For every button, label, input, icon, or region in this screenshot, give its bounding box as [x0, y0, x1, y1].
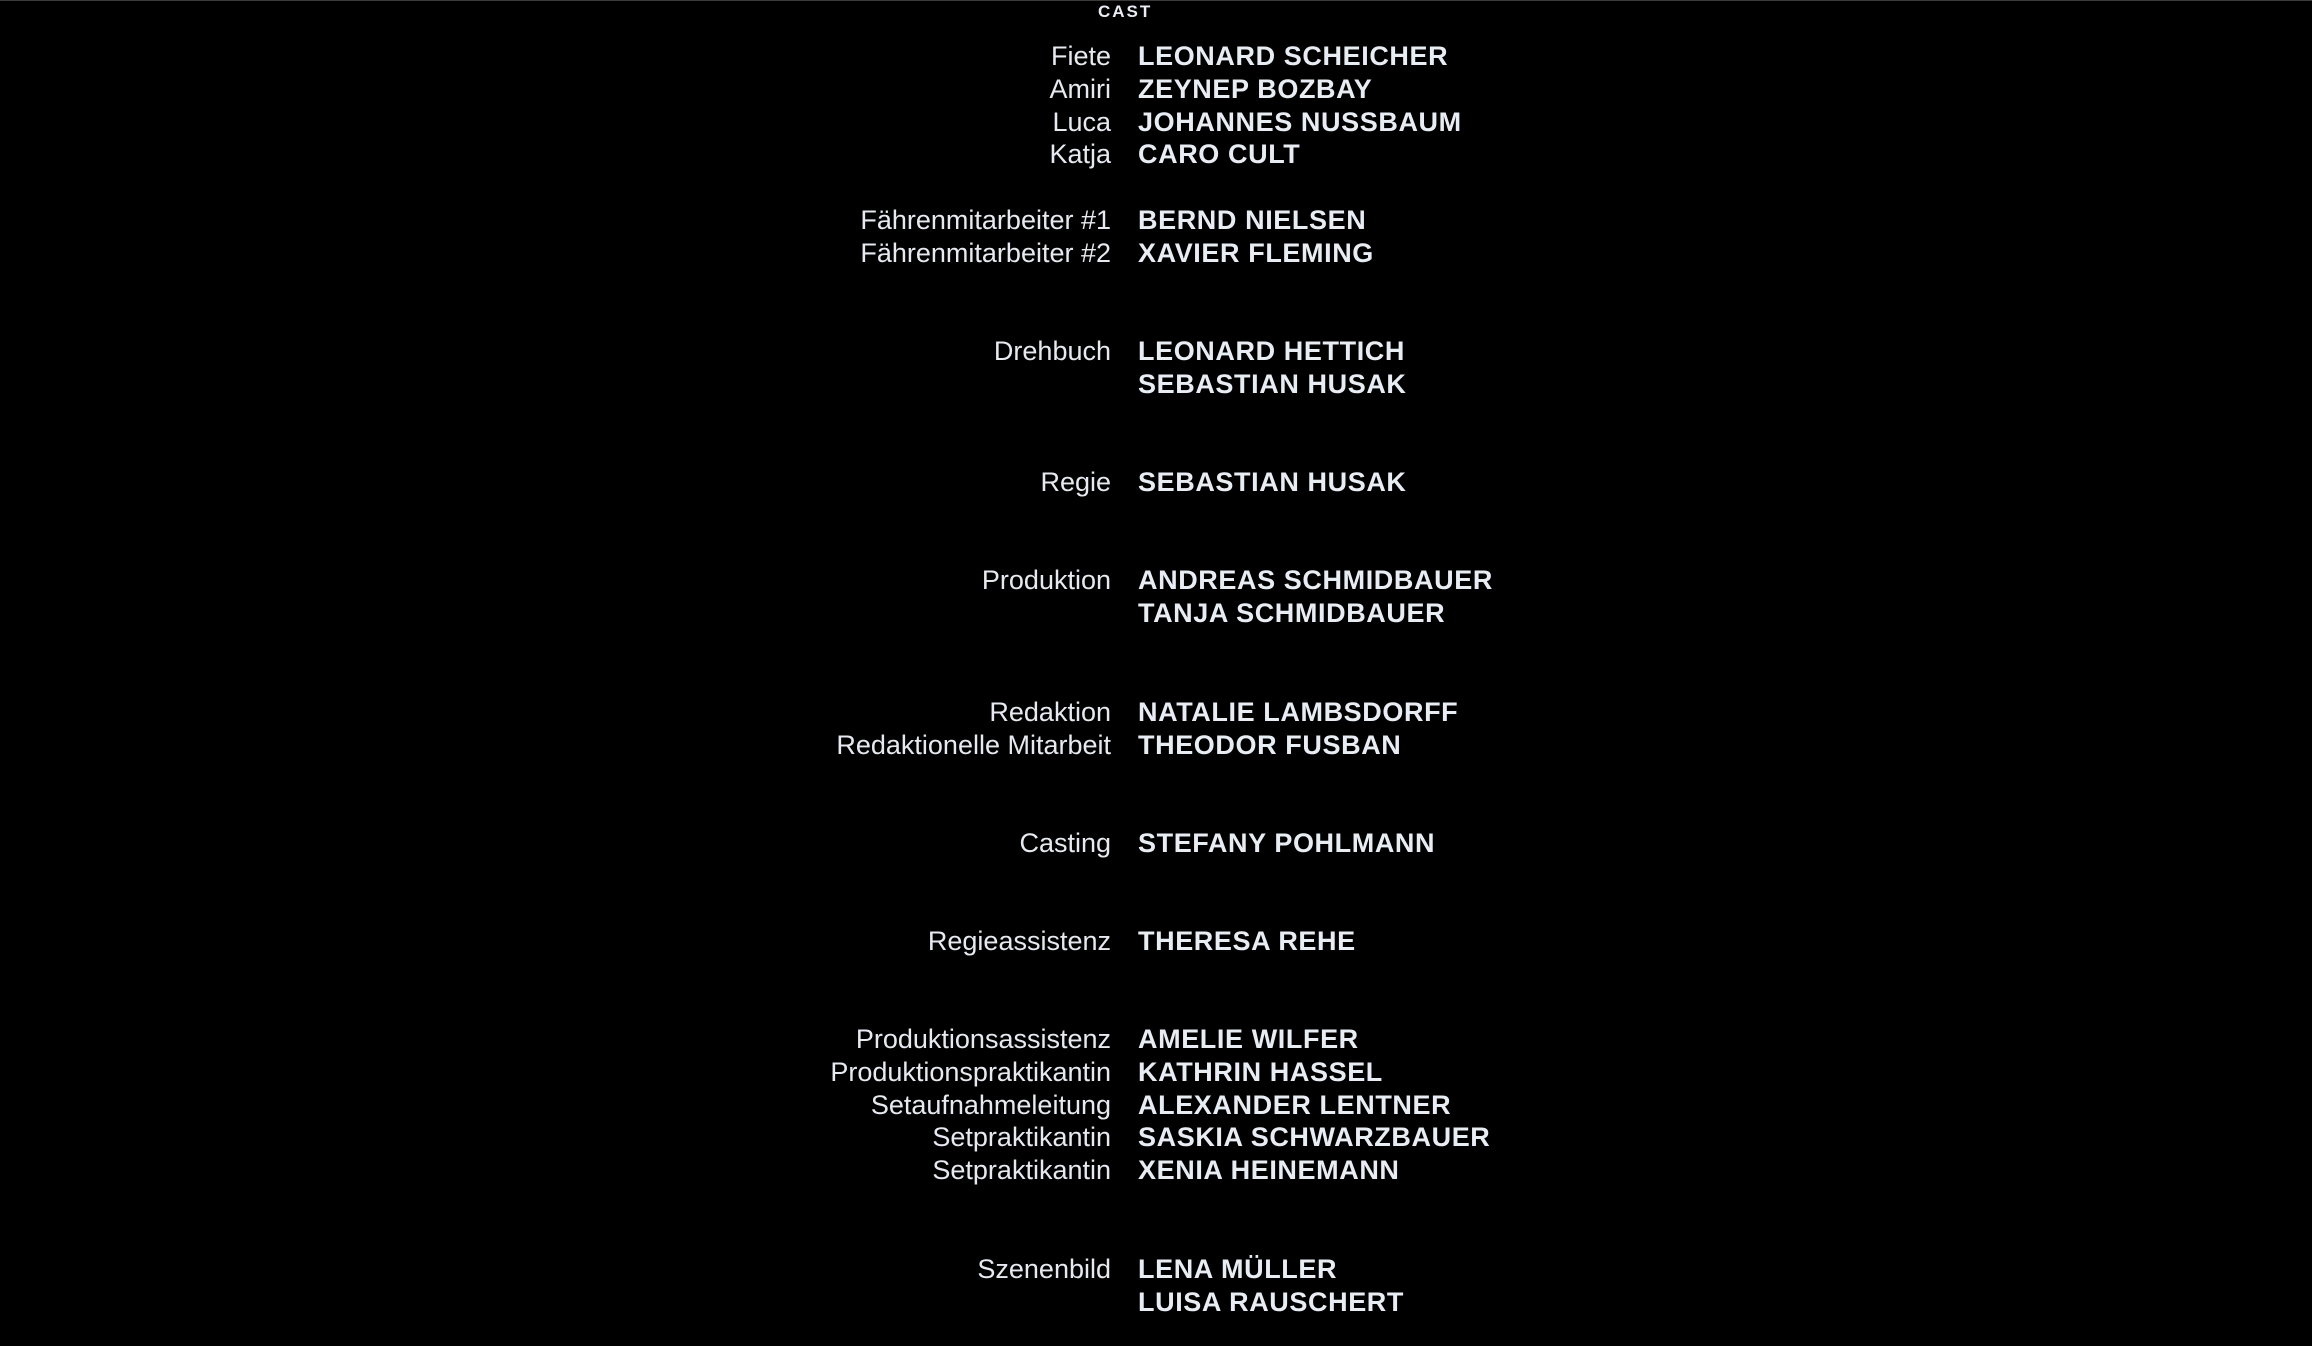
- credit-name: XAVIER FLEMING: [1138, 238, 1374, 268]
- credit-row: [0, 368, 2312, 401]
- credit-row: [0, 335, 2312, 368]
- credit-row: [0, 106, 2312, 139]
- credit-row: [0, 597, 2312, 630]
- credit-row: [0, 73, 2312, 106]
- credit-role: Produktion: [981, 565, 1111, 595]
- credit-row: [0, 1154, 2312, 1187]
- credit-role: Fährenmitarbeiter #1: [860, 205, 1111, 235]
- credit-row: [0, 564, 2312, 597]
- credit-role: Szenenbild: [977, 1254, 1111, 1284]
- credit-name: KATHRIN HASSEL: [1138, 1057, 1383, 1087]
- credit-name: LEONARD HETTICH: [1138, 336, 1405, 366]
- credit-row: [0, 204, 2312, 237]
- credit-role: Setaufnahmeleitung: [870, 1090, 1111, 1120]
- credit-role: Luca: [1052, 107, 1111, 137]
- credit-name: STEFANY POHLMANN: [1138, 828, 1436, 858]
- credit-role: Redaktionelle Mitarbeit: [836, 730, 1111, 760]
- credit-role: Setpraktikantin: [932, 1122, 1111, 1152]
- credit-row: [0, 138, 2312, 171]
- credit-role: Casting: [1019, 828, 1111, 858]
- credit-name: LUISA RAUSCHERT: [1138, 1287, 1405, 1317]
- credit-name: ANDREAS SCHMIDBAUER: [1138, 565, 1493, 595]
- credit-name: NATALIE LAMBSDORFF: [1138, 697, 1459, 727]
- credit-name: CARO CULT: [1138, 139, 1301, 169]
- credit-role: Regie: [1040, 467, 1111, 497]
- credit-row: [0, 466, 2312, 499]
- credit-name: TANJA SCHMIDBAUER: [1138, 598, 1446, 628]
- credit-row: [0, 696, 2312, 729]
- credit-role: Fiete: [1050, 41, 1111, 71]
- credit-name: XENIA HEINEMANN: [1138, 1155, 1400, 1185]
- credit-role: Katja: [1049, 139, 1111, 169]
- credit-row: [0, 1253, 2312, 1286]
- section-title: CAST: [1098, 2, 1153, 21]
- credit-name: ZEYNEP BOZBAY: [1138, 74, 1373, 104]
- credit-name: ALEXANDER LENTNER: [1138, 1090, 1452, 1120]
- credit-row: [0, 40, 2312, 73]
- credit-name: SEBASTIAN HUSAK: [1138, 467, 1407, 497]
- credit-name: SEBASTIAN HUSAK: [1138, 369, 1407, 399]
- credit-role: Regieassistenz: [927, 926, 1111, 956]
- credit-role: Fährenmitarbeiter #2: [860, 238, 1111, 268]
- credit-role: Redaktion: [989, 697, 1111, 727]
- credit-name: JOHANNES NUSSBAUM: [1138, 107, 1462, 137]
- credit-name: LEONARD SCHEICHER: [1138, 41, 1449, 71]
- credit-row: [0, 1023, 2312, 1056]
- credit-row: [0, 729, 2312, 762]
- credit-name: LENA MÜLLER: [1138, 1254, 1338, 1284]
- credit-name: BERND NIELSEN: [1138, 205, 1367, 235]
- credit-role: Setpraktikantin: [932, 1155, 1111, 1185]
- credit-name: SASKIA SCHWARZBAUER: [1138, 1122, 1491, 1152]
- credit-role: Produktionsassistenz: [855, 1024, 1111, 1054]
- credit-row: [0, 1121, 2312, 1154]
- credit-name: THEODOR FUSBAN: [1138, 730, 1402, 760]
- credit-row: [0, 925, 2312, 958]
- credit-row: [0, 237, 2312, 270]
- credit-row: [0, 827, 2312, 860]
- credit-name: AMELIE WILFER: [1138, 1024, 1359, 1054]
- credit-row: [0, 1089, 2312, 1122]
- credit-row: [0, 1056, 2312, 1089]
- credit-role: Drehbuch: [993, 336, 1111, 366]
- credit-role: Amiri: [1049, 74, 1111, 104]
- credit-row: [0, 1286, 2312, 1319]
- credit-name: THERESA REHE: [1138, 926, 1356, 956]
- credit-role: Produktionspraktikantin: [830, 1057, 1111, 1087]
